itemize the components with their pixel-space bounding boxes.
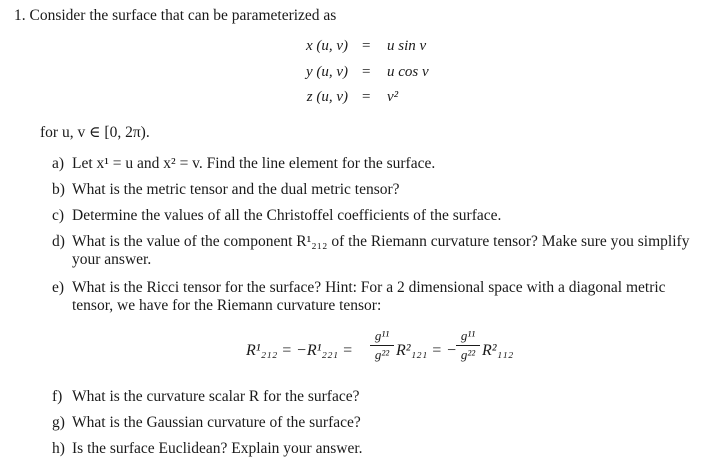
equation-equals: = xyxy=(362,64,371,80)
formula-term-2: R²₁₂₁ = − xyxy=(396,342,457,359)
part-e xyxy=(52,279,702,319)
part-label: g) xyxy=(52,414,65,431)
riemann-formula xyxy=(246,328,546,378)
part-text: What is the value of the component R¹₂₁₂ of the Riemann curvature tensor? Make sure you simplify your answer. xyxy=(72,233,690,268)
fraction-numerator: g¹¹ xyxy=(374,328,390,343)
part-label: d) xyxy=(52,233,65,250)
part-text: Let x¹ = u and x² = v. Find the line element for the surface. xyxy=(72,155,436,172)
equation-equals: = xyxy=(362,38,371,54)
fraction-denominator: g²² xyxy=(460,347,476,362)
equation-lhs: y (u, v) xyxy=(305,64,348,80)
equation-equals: = xyxy=(362,89,371,105)
part-g xyxy=(52,414,702,434)
formula-term-1: R¹₂₁₂ = −R¹₂₂₁ = xyxy=(246,342,353,359)
equation-rhs: v² xyxy=(387,89,399,105)
part-label: e) xyxy=(52,279,65,296)
fraction-numerator: g¹¹ xyxy=(460,328,476,343)
part-label: f) xyxy=(52,388,63,405)
part-d xyxy=(52,233,702,273)
part-h xyxy=(52,440,702,460)
part-label: b) xyxy=(52,181,65,198)
equation-rhs: u sin v xyxy=(387,38,427,54)
domain-statement: for u, v ∈ [0, 2π). xyxy=(40,124,150,141)
part-c xyxy=(52,207,702,227)
equation-lhs: x (u, v) xyxy=(305,38,348,54)
problem-heading: 1. Consider the surface that can be parameterized as xyxy=(14,7,337,24)
part-label: c) xyxy=(52,207,65,224)
formula-term-3: R²₁₁₂ xyxy=(482,342,514,359)
fraction-bar xyxy=(456,345,480,346)
part-label: a) xyxy=(52,155,65,172)
part-text: What is the curvature scalar R for the surface? xyxy=(72,388,360,405)
part-text: What is the Ricci tensor for the surface? Hint: For a 2 dimensional space with a diagonal metric tensor, we have for the Riemann curvature tensor: xyxy=(72,279,666,314)
part-text: What is the Gaussian curvature of the surface? xyxy=(72,414,361,431)
part-a xyxy=(52,155,702,175)
fraction-bar xyxy=(370,345,394,346)
equation-rhs: u cos v xyxy=(387,64,429,80)
formula-fraction-2 xyxy=(456,328,480,363)
part-text: What is the metric tensor and the dual metric tensor? xyxy=(72,181,400,198)
formula-fraction-1 xyxy=(370,328,394,363)
part-b xyxy=(52,181,702,201)
part-label: h) xyxy=(52,440,65,457)
fraction-denominator: g²² xyxy=(374,347,390,362)
part-text: Is the surface Euclidean? Explain your answer. xyxy=(72,440,363,457)
part-f xyxy=(52,388,702,408)
part-text: Determine the values of all the Christoffel coefficients of the surface. xyxy=(72,207,502,224)
equation-lhs: z (u, v) xyxy=(306,89,348,105)
